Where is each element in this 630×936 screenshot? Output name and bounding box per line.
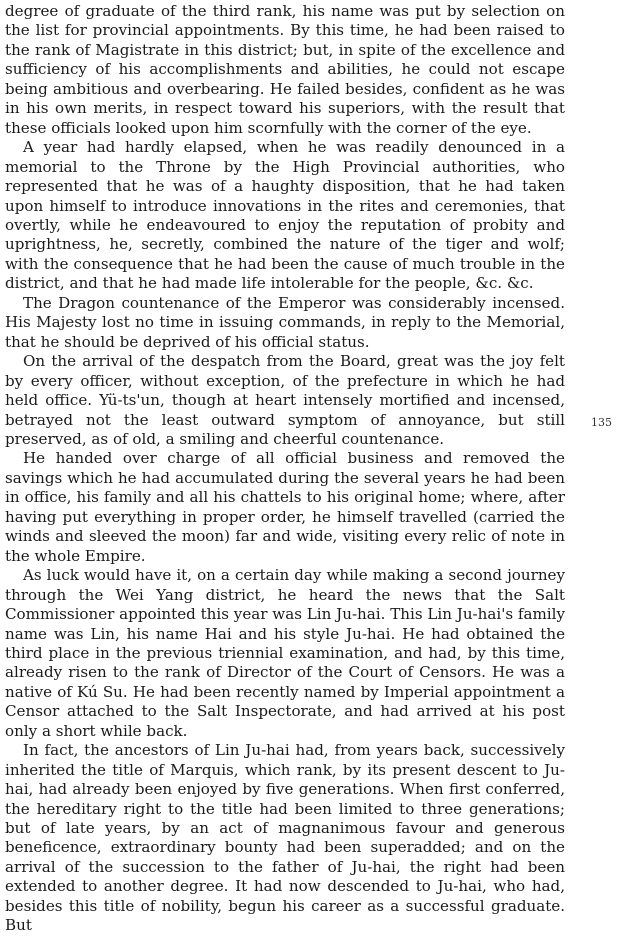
paragraph-1: degree of graduate of the third rank, his name was put by selection on the list for provincial appointments. By this time, he had been raised to the rank of Magistrate in this district; but, in spite of the excellence and sufficiency of his accomplishments and abilities, he could not escape being ambitious and overbearing. He failed besides, confident as he was in his own merits, in respect toward his superiors, with the result that these officials looked upon him scornfully with the corner of the eye. xyxy=(5,2,565,137)
paragraph-2: A year had hardly elapsed, when he was readily denounced in a memorial to the Throne by the High Provincial authorities, who represented that he was of a haughty disposition, that he had taken upon himself to introduce innovations in the rites and ceremonies, that overtly, while he endeavoured to enjoy the reputation of probity and uprightness, he, secretly, combined the nature of the tiger and wolf; with the consequence that he had been the cause of much trouble in the district, and that he had made life intolerable for the people, &c. &c. xyxy=(5,138,565,293)
paragraph-3: The Dragon countenance of the Emperor was considerably incensed. His Majesty lost no time in issuing commands, in reply to the Memorial, that he should be deprived of his official status. xyxy=(5,293,565,351)
paragraph-6: As luck would have it, on a certain day while making a second journey through the Wei Yang district, he heard the news that the Salt Commissioner appointed this year was Lin Ju-hai. This Lin Ju-hai's family name was Lin, his name Hai and his style Ju-hai. He had obtained the third place in the previous triennial examination, and had, by this time, already risen to the rank of Director of the Court of Censors. He was a native of Kú Su. He had been recently named by Imperial appointment a Censor attached to the Salt Inspectorate, and had arrived at his post only a short while back. xyxy=(5,566,565,740)
book-page xyxy=(5,2,565,936)
paragraph-5: He handed over charge of all official business and removed the savings which he had accumulated during the several years he had been in office, his family and all his chattels to his original home; where, after having put everything in proper order, he himself travelled (carried the winds and sleeved the moon) far and wide, visiting every relic of note in the whole Empire. xyxy=(5,449,565,565)
paragraph-4: On the arrival of the despatch from the Board, great was the joy felt by every officer, without exception, of the prefecture in which he had held office. Yü-ts'un, though at heart intensely mortified and incensed, betrayed not the least outward symptom of annoyance, but still preserved, as of old, a smiling and cheerful countenance. xyxy=(5,352,565,448)
paragraph-7: In fact, the ancestors of Lin Ju-hai had, from years back, successively inherited the title of Marquis, which rank, by its present descent to Ju-hai, had already been enjoyed by five generations. When first conferred, the hereditary right to the title had been limited to three generations; but of late years, by an act of magnanimous favour and generous beneficence, extraordinary bounty had been superadded; and on the arrival of the succession to the father of Ju-hai, the right had been extended to another degree. It had now descended to Ju-hai, who had, besides this title of nobility, begun his career as a successful graduate. But xyxy=(5,741,565,935)
margin-page-number: 135 xyxy=(591,416,612,429)
